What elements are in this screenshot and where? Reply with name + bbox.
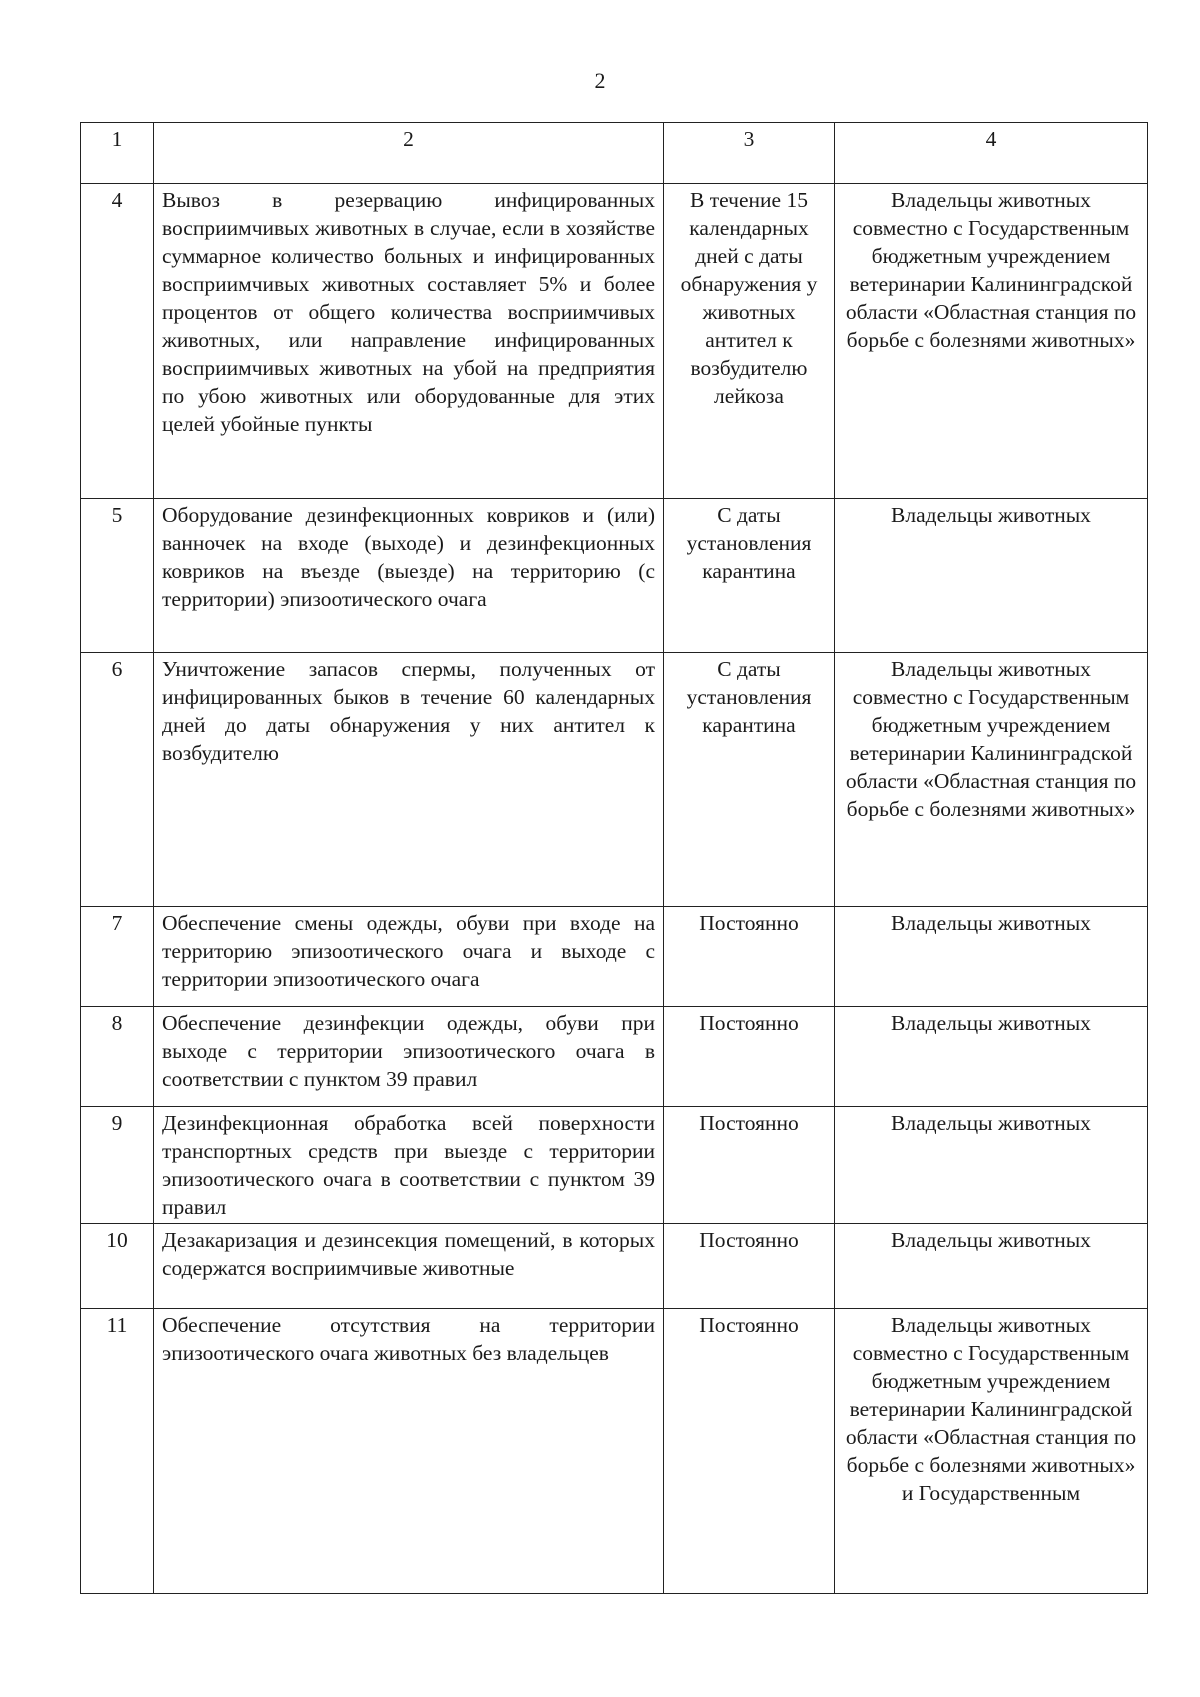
measure-text: Обеспечение дезинфекции одежды, обуви при выходе с территории эпизоотического очага в соответствии с пунктом 39 правил (154, 1007, 664, 1107)
measure-text: Оборудование дезинфекционных ковриков и (или) ванночек на входе (выходе) и дезинфекционных ковриков на въезде (выезде) на территорию (с территории) эпизоотического очага (154, 499, 664, 653)
term-text: Постоянно (664, 907, 835, 1007)
table-header-row (81, 123, 1148, 184)
table-row (81, 184, 1148, 499)
responsible-text: Владельцы животных совместно с Государственным бюджетным учреждением ветеринарии Калининградской области «Областная станция по борьбе с болезнями животных» (835, 184, 1148, 499)
term-text: Постоянно (664, 1107, 835, 1224)
row-number: 8 (81, 1007, 154, 1107)
responsible-text: Владельцы животных (835, 1224, 1148, 1309)
measure-text: Вывоз в резервацию инфицированных восприимчивых животных в случае, если в хозяйстве суммарное количество больных и инфицированных восприимчивых животных составляет 5% и более процентов от общего количества восприимчивых животных, или направление инфицированных восприимчивых животных на убой на предприятия по убою животных или оборудованные для этих целей убойные пункты (154, 184, 664, 499)
responsible-text: Владельцы животных совместно с Государственным бюджетным учреждением ветеринарии Калининградской области «Областная станция по борьбе с болезнями животных» (835, 653, 1148, 907)
row-number: 11 (81, 1309, 154, 1594)
responsible-text: Владельцы животных совместно с Государственным бюджетным учреждением ветеринарии Калининградской области «Областная станция по борьбе с болезнями животных» и Государственным (835, 1309, 1148, 1594)
page-number: 2 (594, 68, 606, 93)
term-text: Постоянно (664, 1007, 835, 1107)
header-col-1: 1 (81, 123, 154, 184)
responsible-text: Владельцы животных (835, 499, 1148, 653)
measure-text: Обеспечение отсутствия на территории эпизоотического очага животных без владельцев (154, 1309, 664, 1594)
measure-text: Дезинфекционная обработка всей поверхности транспортных средств при выезде с территории эпизоотического очага в соответствии с пунктом 39 правил (154, 1107, 664, 1224)
responsible-text: Владельцы животных (835, 1007, 1148, 1107)
table-row (81, 1107, 1148, 1224)
term-text: Постоянно (664, 1224, 835, 1309)
table-row (81, 907, 1148, 1007)
term-text: С даты установления карантина (664, 653, 835, 907)
row-number: 7 (81, 907, 154, 1007)
row-number: 6 (81, 653, 154, 907)
header-col-4: 4 (835, 123, 1148, 184)
header-col-2: 2 (154, 123, 664, 184)
measure-text: Дезакаризация и дезинсекция помещений, в которых содержатся восприимчивые животные (154, 1224, 664, 1309)
header-col-3: 3 (664, 123, 835, 184)
measures-table (80, 122, 1148, 1594)
measure-text: Уничтожение запасов спермы, полученных от инфицированных быков в течение 60 календарных дней до даты обнаружения у них антител к возбудителю (154, 653, 664, 907)
term-text: С даты установления карантина (664, 499, 835, 653)
table-row (81, 1224, 1148, 1309)
responsible-text: Владельцы животных (835, 907, 1148, 1007)
row-number: 4 (81, 184, 154, 499)
table-row (81, 653, 1148, 907)
row-number: 5 (81, 499, 154, 653)
table-row (81, 499, 1148, 653)
responsible-text: Владельцы животных (835, 1107, 1148, 1224)
table-row (81, 1309, 1148, 1594)
term-text: В течение 15 календарных дней с даты обнаружения у животных антител к возбудителю лейкоза (664, 184, 835, 499)
table-row (81, 1007, 1148, 1107)
row-number: 9 (81, 1107, 154, 1224)
row-number: 10 (81, 1224, 154, 1309)
measure-text: Обеспечение смены одежды, обуви при входе на территорию эпизоотического очага и выходе с территории эпизоотического очага (154, 907, 664, 1007)
term-text: Постоянно (664, 1309, 835, 1594)
